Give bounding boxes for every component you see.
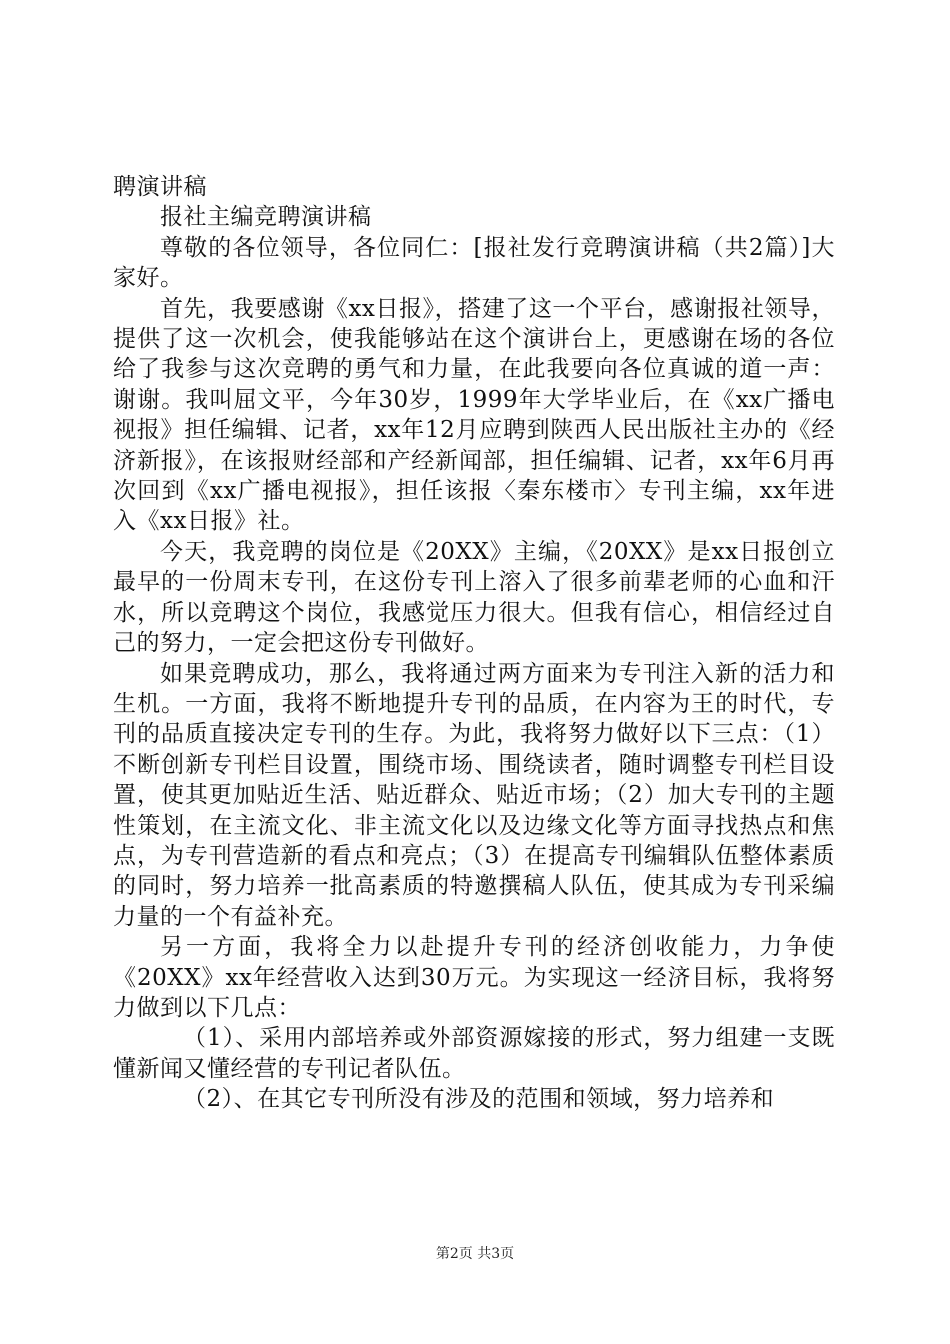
- introduction-paragraph: 首先，我要感谢《xx日报》，搭建了这一个平台，感谢报社领导，提供了这一次机会，使我能够站在这个演讲台上，更感谢在场的各位给了我参与这次竞聘的勇气和力量，在此我要向各位真诚的道一声：谢谢。我叫屈文平，今年30岁，1999年大学毕业后，在《xx广播电视报》担任编辑、记者，xx年12月应聘到陕西人民出版社主办的《经济新报》，在该报财经部和产经新闻部，担任编辑、记者，xx年6月再次回到《xx广播电视报》，担任该报〈秦东楼市〉专刊主编，xx年进入《xx日报》社。: [113, 295, 835, 535]
- position-paragraph: 今天，我竞聘的岗位是《20XX》主编，《20XX》是xx日报创立最早的一份周末专刊，在这份专刊上溶入了很多前辈老师的心血和汗水，所以竞聘这个岗位，我感觉压力很大。但我有信心，相信经过自己的努力，一定会把这份专刊做好。: [113, 538, 835, 657]
- salutation-paragraph: 尊敬的各位领导，各位同仁：[报社发行竞聘演讲稿（共2篇）]大家好。: [113, 234, 835, 292]
- document-title: 报社主编竞聘演讲稿: [160, 204, 372, 231]
- plan-quality-paragraph: 如果竞聘成功，那么，我将通过两方面来为专刊注入新的活力和生机。一方面，我将不断地提升专刊的品质，在内容为王的时代，专刊的品质直接决定专刊的生存。为此，我将努力做好以下三点：（1）不断创新专刊栏目设置，围绕市场、围绕读者，随时调整专刊栏目设置，使其更加贴近生活、贴近群众、贴近市场；（2）加大专刊的主题性策划，在主流文化、非主流文化以及边缘文化等方面寻找热点和焦点，为专刊营造新的看点和亮点；（3）在提高专刊编辑队伍整体素质的同时，努力培养一批高素质的特邀撰稿人队伍，使其成为专刊采编力量的一个有益补充。: [113, 660, 835, 930]
- page-footer: [0, 1244, 950, 1264]
- plan-revenue-paragraph: 另一方面，我将全力以赴提升专刊的经济创收能力，力争使《20XX》xx年经营收入达到30万元。为实现这一经济目标，我将努力做到以下几点：: [113, 934, 835, 1021]
- list-item-1: （1）、采用内部培养或外部资源嫁接的形式，努力组建一支既懂新闻又懂经营的专刊记者队伍。: [113, 1025, 835, 1082]
- list-item-2: （2）、在其它专刊所没有涉及的范围和领域，努力培养和: [183, 1086, 775, 1113]
- page-number: 第2页 共3页: [435, 1246, 515, 1262]
- document-body: [113, 172, 835, 1115]
- heading-fragment: 聘演讲稿: [113, 174, 207, 200]
